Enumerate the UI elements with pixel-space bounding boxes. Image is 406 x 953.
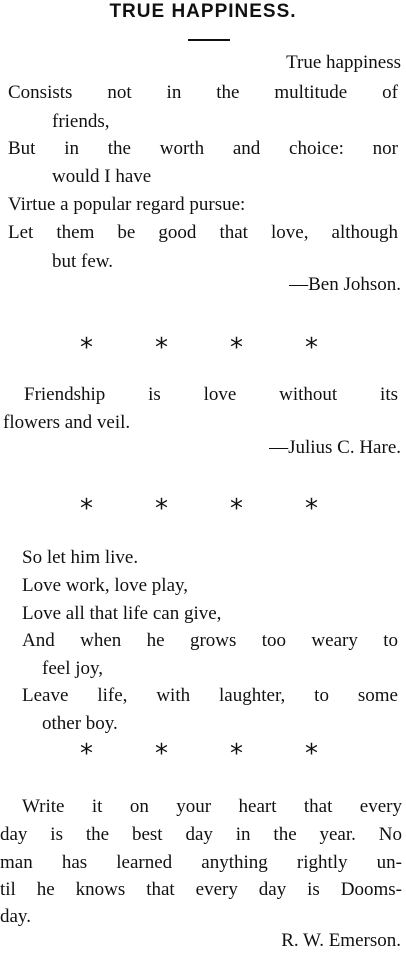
poem1-line-8: but few.	[52, 251, 114, 272]
poem1-line-6: Virtue a popular regard pursue:	[8, 194, 246, 215]
separator-star: *	[305, 494, 318, 524]
poem3-line-3: Love all that life can give,	[22, 603, 222, 624]
separator-3	[0, 739, 406, 769]
quote2-line-2: flowers and veil.	[3, 412, 131, 433]
quote2-line-1: Friendship is love without its	[24, 384, 398, 405]
quote4-line-2: day is the best day in the year. No	[0, 824, 402, 845]
quote4-line-3: man has learned anything rightly un-	[0, 852, 402, 873]
poem3-line-5: feel joy,	[42, 658, 104, 679]
separator-star: *	[80, 333, 93, 363]
article-title: TRUE HAPPINESS.	[109, 1, 297, 22]
separator-star: *	[80, 494, 93, 524]
quote4-line-5: day.	[0, 906, 31, 927]
poem3-line-1: So let him live.	[22, 547, 139, 568]
separator-star: *	[305, 333, 318, 363]
quote4-author: R. W. Emerson.	[281, 930, 401, 951]
poem3-line-7: other boy.	[42, 713, 118, 734]
quote2-author: —Julius C. Hare.	[269, 437, 401, 458]
poem1-line-2: Consists not in the multitude of	[8, 82, 398, 103]
poem3-line-4: And when he grows too weary to	[22, 630, 398, 651]
separator-star: *	[305, 739, 318, 769]
separator-1	[0, 333, 406, 363]
title-rule	[188, 39, 230, 41]
separator-star: *	[80, 739, 93, 769]
poem1-author: —Ben Johson.	[289, 274, 401, 295]
separator-star: *	[230, 333, 243, 363]
poem1-line-7: Let them be good that love, although	[8, 222, 398, 243]
poem1-line-5: would I have	[52, 166, 152, 187]
poem1-line-1: True happiness	[286, 52, 401, 73]
separator-star: *	[230, 739, 243, 769]
poem1-line-4: But in the worth and choice: nor	[8, 138, 398, 159]
quote4-line-4: til he knows that every day is Dooms-	[0, 879, 402, 900]
separator-star: *	[155, 494, 168, 524]
poem1-line-3: friends,	[52, 111, 110, 132]
quote4-line-1: Write it on your heart that every	[22, 796, 402, 817]
separator-2	[0, 494, 406, 524]
poem3-line-6: Leave life, with laughter, to some	[22, 685, 398, 706]
poem3-line-2: Love work, love play,	[22, 575, 189, 596]
separator-star: *	[155, 333, 168, 363]
separator-star: *	[155, 739, 168, 769]
separator-star: *	[230, 494, 243, 524]
